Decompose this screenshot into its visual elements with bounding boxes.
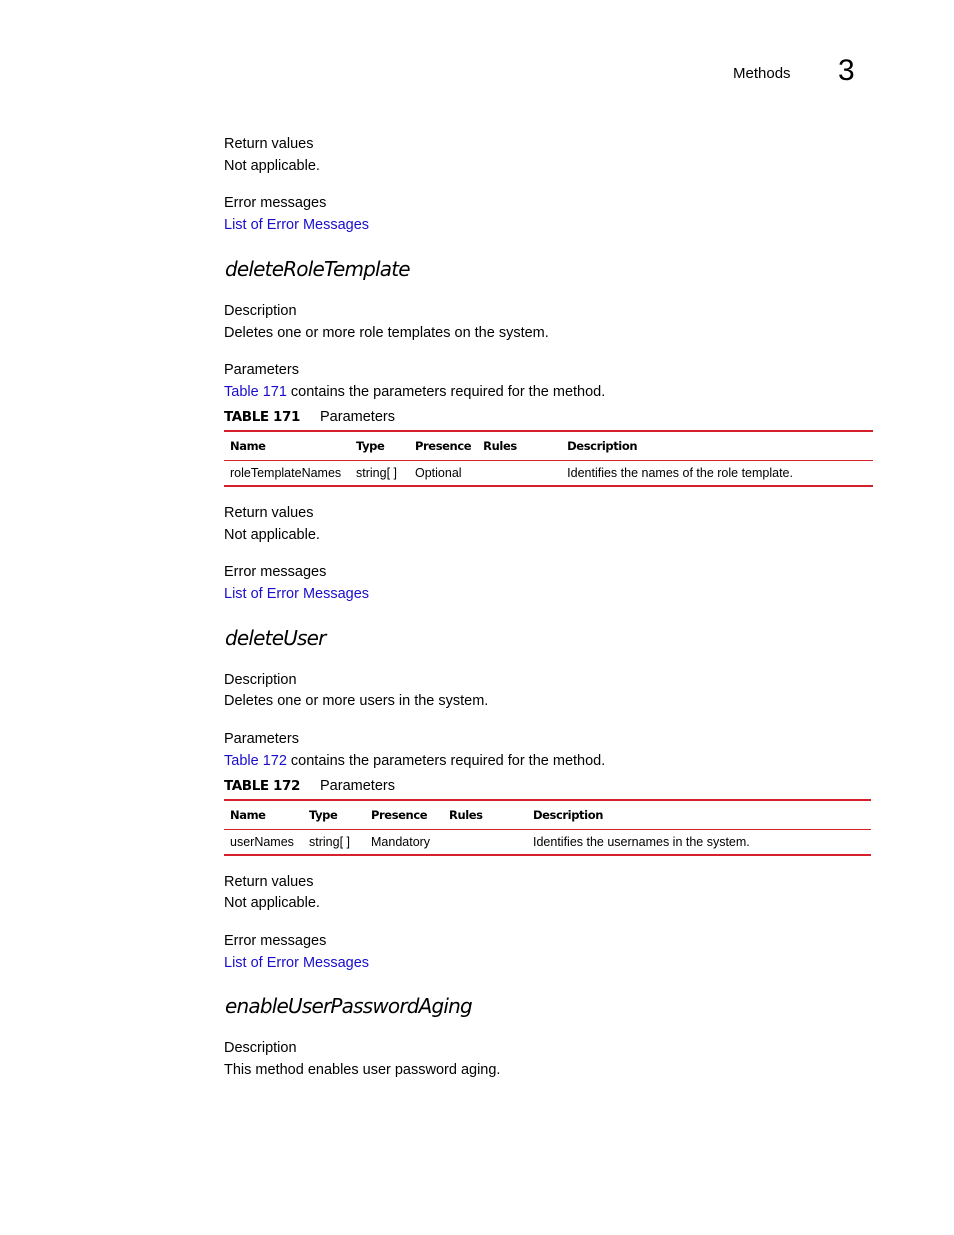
description-heading: Description — [224, 672, 297, 688]
column-header: Type — [350, 431, 409, 461]
return-values-heading: Return values — [224, 136, 314, 152]
method-title-deleteuser: deleteUser — [225, 626, 326, 650]
parameters-heading: Parameters — [224, 731, 299, 747]
parameters-table-172 — [224, 799, 871, 856]
column-header: Rules — [443, 800, 527, 830]
column-header: Name — [224, 800, 303, 830]
column-header: Rules — [477, 431, 561, 461]
error-messages-link[interactable]: List of Error Messages — [224, 217, 370, 233]
error-messages-heading: Error messages — [224, 564, 327, 580]
parameters-intro-text: contains the parameters required for the method. — [286, 753, 606, 769]
description-text: Deletes one or more role templates on the system. — [224, 325, 549, 341]
column-header: Description — [561, 431, 873, 461]
return-values-text: Not applicable. — [224, 895, 320, 911]
description-text: This method enables user password aging. — [224, 1062, 501, 1078]
error-messages-link[interactable]: List of Error Messages — [224, 955, 370, 971]
column-header: Presence — [409, 431, 477, 461]
column-header: Presence — [365, 800, 443, 830]
column-header: Type — [303, 800, 365, 830]
description-heading: Description — [224, 1040, 297, 1056]
cell-name: roleTemplateNames — [224, 461, 350, 487]
cell-rules — [477, 461, 561, 487]
return-values-text: Not applicable. — [224, 158, 320, 174]
table-row — [224, 830, 871, 856]
cell-type: string[ ] — [350, 461, 409, 487]
table-header-row — [224, 431, 873, 461]
description-heading: Description — [224, 303, 297, 319]
table-reference-link[interactable]: Table 172 — [224, 753, 287, 769]
cell-name: userNames — [224, 830, 303, 856]
parameters-intro-text: contains the parameters required for the method. — [286, 384, 606, 400]
table-header-row — [224, 800, 871, 830]
parameters-intro — [224, 384, 605, 400]
error-messages-heading: Error messages — [224, 933, 327, 949]
return-values-heading: Return values — [224, 505, 314, 521]
cell-rules — [443, 830, 527, 856]
table-reference-link[interactable]: Table 171 — [224, 384, 287, 400]
table-title: Parameters — [320, 409, 395, 425]
parameters-table-171 — [224, 430, 873, 487]
table-row — [224, 461, 873, 487]
method-title-deleteroletemplate: deleteRoleTemplate — [225, 257, 410, 281]
cell-description: Identifies the usernames in the system. — [527, 830, 871, 856]
table-title: Parameters — [320, 778, 395, 794]
table-number: TABLE 171 — [224, 409, 301, 425]
cell-presence: Optional — [409, 461, 477, 487]
cell-type: string[ ] — [303, 830, 365, 856]
cell-presence: Mandatory — [365, 830, 443, 856]
table-caption — [224, 409, 395, 425]
error-messages-link[interactable]: List of Error Messages — [224, 586, 370, 602]
return-values-text: Not applicable. — [224, 527, 320, 543]
parameters-intro — [224, 753, 605, 769]
cell-description: Identifies the names of the role template. — [561, 461, 873, 487]
column-header: Description — [527, 800, 871, 830]
running-header-section: Methods — [733, 65, 791, 82]
chapter-number: 3 — [838, 54, 855, 87]
return-values-heading: Return values — [224, 874, 314, 890]
parameters-heading: Parameters — [224, 362, 299, 378]
error-messages-heading: Error messages — [224, 195, 327, 211]
column-header: Name — [224, 431, 350, 461]
method-title-enableuserpasswordaging: enableUserPasswordAging — [225, 994, 472, 1018]
description-text: Deletes one or more users in the system. — [224, 693, 489, 709]
table-caption — [224, 778, 395, 794]
table-number: TABLE 172 — [224, 778, 301, 794]
